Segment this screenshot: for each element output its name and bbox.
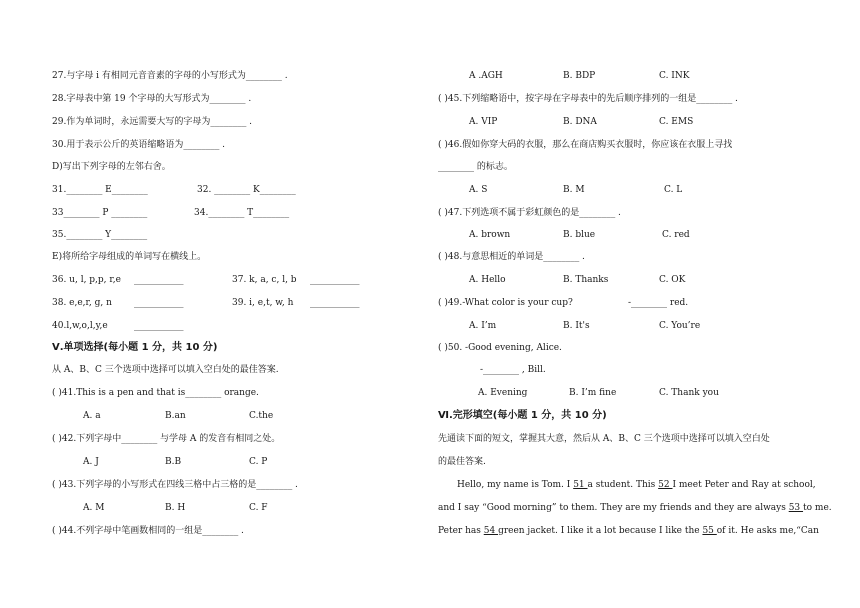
- question-27: 27.与字母 i 有相同元音音素的字母的小写形式为________ .: [52, 71, 288, 81]
- question-42: ( )42.下列字母中________ 与学母 A 的发音有相同之处。: [52, 434, 281, 444]
- q42-option-c: C. P: [249, 457, 268, 467]
- section-e-heading: E)将所给字母组成的单词写在横线上。: [52, 252, 207, 262]
- passage-line-2: [438, 502, 832, 514]
- question-34: 34.________ T________: [194, 208, 290, 218]
- question-47: ( )47.下列选项不属于彩虹颜色的是________ .: [438, 208, 621, 218]
- question-49-blank: -________ red.: [628, 298, 689, 308]
- q45-option-b: B. DNA: [563, 117, 597, 127]
- question-30: 30.用于表示公斤的英语缩略语为________ .: [52, 140, 226, 150]
- q45-option-c: C. EMS: [659, 117, 694, 127]
- section-vi-instructions-line1: 先通读下面的短文，掌握其大意，然后从 A、B、C 三个选项中选择可以填入空白处: [438, 434, 770, 444]
- q48-option-c: C. OK: [659, 275, 686, 285]
- question-36: 36. u, l, p,p, r,e: [52, 275, 121, 285]
- question-50: ( )50. -Good evening, Alice.: [438, 343, 562, 353]
- blank-53: 53: [788, 503, 804, 513]
- q42-option-b: B.B: [165, 457, 182, 467]
- passage-line-3: [438, 525, 819, 537]
- section-v-instructions: 从 A、B、C 三个选项中选择可以填入空白处的最佳答案.: [52, 365, 279, 375]
- q47-option-c: C. red: [662, 230, 690, 240]
- q49-option-c: C. You’re: [659, 321, 701, 331]
- question-41: ( )41.This is a pen and that is________ orange.: [52, 388, 259, 398]
- section-d-heading: D)写出下列字母的左邻右舍。: [52, 162, 171, 172]
- q49-option-a: A. I’m: [469, 321, 497, 331]
- passage-line-1: [457, 479, 816, 491]
- question-46-continued: ________ 的标志。: [438, 162, 513, 172]
- q43-option-b: B. H: [165, 503, 186, 513]
- blank-55: 55: [702, 526, 717, 536]
- q42-option-a: A. J: [83, 457, 99, 467]
- passage-text: green jacket. I like it a lot because I like the: [498, 526, 703, 536]
- q41-option-c: C.the: [249, 411, 274, 421]
- question-49: ( )49.-What color is your cup?: [438, 298, 573, 308]
- blank-51: 51: [573, 480, 588, 490]
- q41-option-a: A. a: [83, 411, 101, 421]
- question-32: 32. ________ K________: [197, 185, 296, 195]
- question-33: 33________ P ________: [52, 208, 148, 218]
- question-48: ( )48.与意思相近的单词是________ .: [438, 252, 585, 262]
- q47-option-a: A. brown: [469, 230, 511, 240]
- passage-text: to me.: [803, 503, 832, 513]
- question-39-blank: ___________: [310, 298, 360, 308]
- passage-text: a student. This: [587, 480, 659, 490]
- q46-option-b: B. M: [563, 185, 585, 195]
- question-43: ( )43.下列字母的小写形式在四线三格中占三格的是________ .: [52, 480, 298, 490]
- q50-option-a: A. Evening: [478, 388, 528, 398]
- q44-option-c: C. INK: [659, 71, 690, 81]
- question-38-blank: ___________: [134, 298, 184, 308]
- question-39: 39. i, e,t, w, h: [232, 298, 294, 308]
- section-vi-instructions-line2: 的最佳答案.: [438, 457, 486, 467]
- q50-option-b: B. I’m fine: [569, 388, 617, 398]
- question-36-blank: ___________: [134, 275, 184, 285]
- passage-text: Peter has: [438, 526, 484, 536]
- question-40-blank: ___________: [134, 321, 184, 331]
- question-44: ( )44.不列字母中笔画数相同的一组是________ .: [52, 526, 244, 536]
- q43-option-a: A. M: [83, 503, 105, 513]
- section-v-heading: Ⅴ.单项选择(每小题 1 分，共 10 分): [52, 342, 218, 353]
- blank-54: 54: [483, 526, 499, 536]
- question-31: 31.________ E________: [52, 185, 148, 195]
- passage-text: I meet Peter and Ray at school,: [672, 480, 816, 490]
- q41-option-b: B.an: [165, 411, 186, 421]
- question-35: 35.________ Y________: [52, 230, 148, 240]
- question-45: ( )45.下列缩略语中，按字母在字母表中的先后顺序排列的一组是________ .: [438, 94, 738, 104]
- passage-text: Hello, my name is Tom. I: [457, 480, 574, 490]
- question-28: 28.字母表中第 19 个字母的大写形式为________ .: [52, 94, 252, 104]
- q45-option-a: A. VIP: [469, 117, 498, 127]
- q49-option-b: B. It's: [563, 321, 590, 331]
- q43-option-c: C. F: [249, 503, 268, 513]
- q46-option-c: C. L: [664, 185, 683, 195]
- question-29: 29.作为单词时，永远需要大写的字母为________ .: [52, 117, 253, 127]
- q44-option-b: B. BDP: [563, 71, 596, 81]
- q46-option-a: A. S: [469, 185, 488, 195]
- blank-52: 52: [658, 480, 673, 490]
- passage-text: and I say “Good morning” to them. They are my friends and they are always: [438, 503, 789, 513]
- passage-text: of it. He asks me,“Can: [716, 526, 819, 536]
- q47-option-b: B. blue: [563, 230, 596, 240]
- q44-option-a: A .AGH: [469, 71, 503, 81]
- question-37-blank: ___________: [310, 275, 360, 285]
- section-vi-heading: Ⅵ.完形填空(每小题 1 分，共 10 分): [438, 410, 607, 421]
- question-38: 38. e,e,r, g, n: [52, 298, 112, 308]
- question-40: 40.l,w,o,l,y,e: [52, 321, 108, 331]
- question-37: 37. k, a, c, l, b: [232, 275, 297, 285]
- q50-option-c: C. Thank you: [659, 388, 719, 398]
- question-50-reply: -________ , Bill.: [480, 365, 546, 375]
- q48-option-b: B. Thanks: [563, 275, 609, 285]
- q48-option-a: A. Hello: [469, 275, 506, 285]
- question-46: ( )46.假如你穿大码的衣服，那么在商店购买衣服时，你应该在衣服上寻找: [438, 140, 733, 150]
